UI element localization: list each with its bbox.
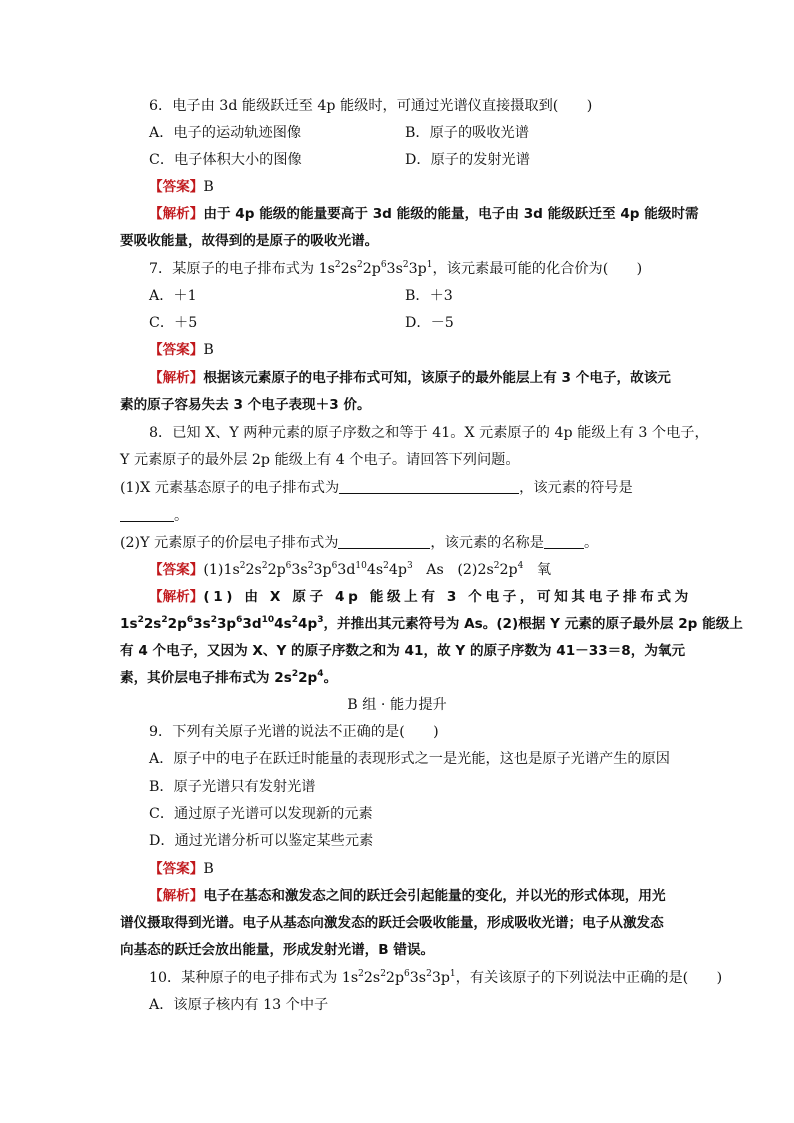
q8-stem-line-2: Y 元素原子的最外层 2p 能级上有 4 个电子。请回答下列问题。 [120,452,520,468]
q7-answer [149,340,214,360]
answer-value: B [203,861,214,877]
analysis-tag: 【解析】 [149,888,204,904]
q9-option-c: C．通过原子光谱可以发现新的元素 [149,806,373,822]
q6-option-c: C．电子体积大小的图像 [149,152,302,168]
q8-sub1: (1)X 元素基态原子的电子排布式为 ，该元素的符号是 [120,480,633,496]
q7-analysis-line-1: 【解析】根据该元素原子的电子排布式可知，该原子的最外能层上有 3 个电子，故该元 [149,370,671,386]
q6-option-b: B．原子的吸收光谱 [405,125,529,141]
section-heading: B 组 · 能力提升 [347,697,447,713]
answer-tag: 【答案】 [149,861,204,877]
q6-option-a: A．电子的运动轨迹图像 [149,125,302,141]
q8-analysis-line-1: 【解析】(1) 由 X 原子 4p 能级上有 3 个电子，可知其电子排布式为 [149,589,692,605]
answer-value: B [203,342,214,358]
q7-stem: 7．某原子的电子排布式为 $1s^22s^22p^63s^23p^1$，该元素最可能的化合价为( ) [149,260,643,277]
answer-tag: 【答案】 [149,179,204,195]
q8-sub1-cont: 。 [120,506,188,526]
q8-analysis-line-2: $1s^22s^22p^63s^23p^63d^{10}4s^24p^3$，并推出其元素符号为 As。(2)根据 Y 元素的原子最外层 2p 能级上 [120,615,743,632]
q7-electron-config: $1s^22s^22p^63s^23p^1$ [318,260,433,277]
q9-option-b: B．原子光谱只有发射光谱 [149,779,316,795]
q9-option-d: D．通过光谱分析可以鉴定某些元素 [149,833,374,849]
q7-option-b: B．＋3 [405,288,453,304]
analysis-tag: 【解析】 [149,589,204,605]
q6-analysis-line-1: 【解析】由于 4p 能级的能量要高于 3d 能级的能量，电子由 3d 能级跃迁至 4p 能级时需 [149,206,699,222]
q7-option-d: D．－5 [405,315,454,331]
q10-electron-config: $1s^22s^22p^63s^23p^1$ [341,969,456,986]
answer-tag: 【答案】 [149,562,204,578]
q9-option-a: A．原子中的电子在跃迁时能量的表现形式之一是光能，这也是原子光谱产生的原因 [149,751,670,767]
analysis-tag: 【解析】 [149,206,204,222]
q7-option-c: C．＋5 [149,315,198,331]
answer-blank[interactable] [339,479,519,494]
q9-answer [149,859,214,879]
answer-blank[interactable] [338,534,430,549]
q8-stem-line-1: 8．已知 X、Y 两种元素的原子序数之和等于 41。X 元素原子的 4p 能级上有 3 个电子， [149,425,709,441]
answer-blank[interactable] [120,507,174,522]
q9-analysis-line-1: 【解析】电子在基态和激发态之间的跃迁会引起能量的变化，并以光的形式体现，用光 [149,888,666,904]
q10-option-a: A．该原子核内有 13 个中子 [149,997,329,1013]
q8-answer: 【答案】$(1)1s^22s^22p^63s^23p^63d^{10}4s^24p^3$ As $(2)2s^22p^4$ 氧 [149,561,552,578]
q6-analysis-line-2: 要吸收能量，故得到的是原子的吸收光谱。 [120,233,379,249]
answer-tag: 【答案】 [149,342,204,358]
q8-analysis-line-3: 有 4 个电子，又因为 X、Y 的原子序数之和为 41，故 Y 的原子序数为 41－33＝8，为氧元 [120,643,686,659]
q8-analysis-line-4: 素，其价层电子排布式为 $2s^22p^4$。 [120,669,338,686]
answer-blank[interactable] [544,534,584,549]
q7-option-a: A．＋1 [149,288,197,304]
q9-analysis-line-3: 向基态的跃迁会放出能量，形成发射光谱，B 错误。 [120,942,435,958]
q8-sub2: (2)Y 元素原子的价层电子排布式为 ，该元素的名称是 。 [120,535,599,551]
q10-stem: 10．某种原子的电子排布式为 $1s^22s^22p^63s^23p^1$，有关该原子的下列说法中正确的是( ) [149,969,723,986]
analysis-tag: 【解析】 [149,370,204,386]
answer-value: B [203,179,214,195]
q9-analysis-line-2: 谱仪摄取得到光谱。电子从基态向激发态的跃迁会吸收能量，形成吸收光谱；电子从激发态 [120,915,664,931]
q9-stem: 9．下列有关原子光谱的说法不正确的是( ) [149,724,439,740]
q6-stem: 6．电子由 3d 能级跃迁至 4p 能级时，可通过光谱仪直接摄取到( ) [149,98,593,114]
q6-answer [149,177,214,197]
q7-analysis-line-2: 素的原子容易失去 3 个电子表现＋3 价。 [120,397,371,413]
q6-option-d: D．原子的发射光谱 [405,152,530,168]
